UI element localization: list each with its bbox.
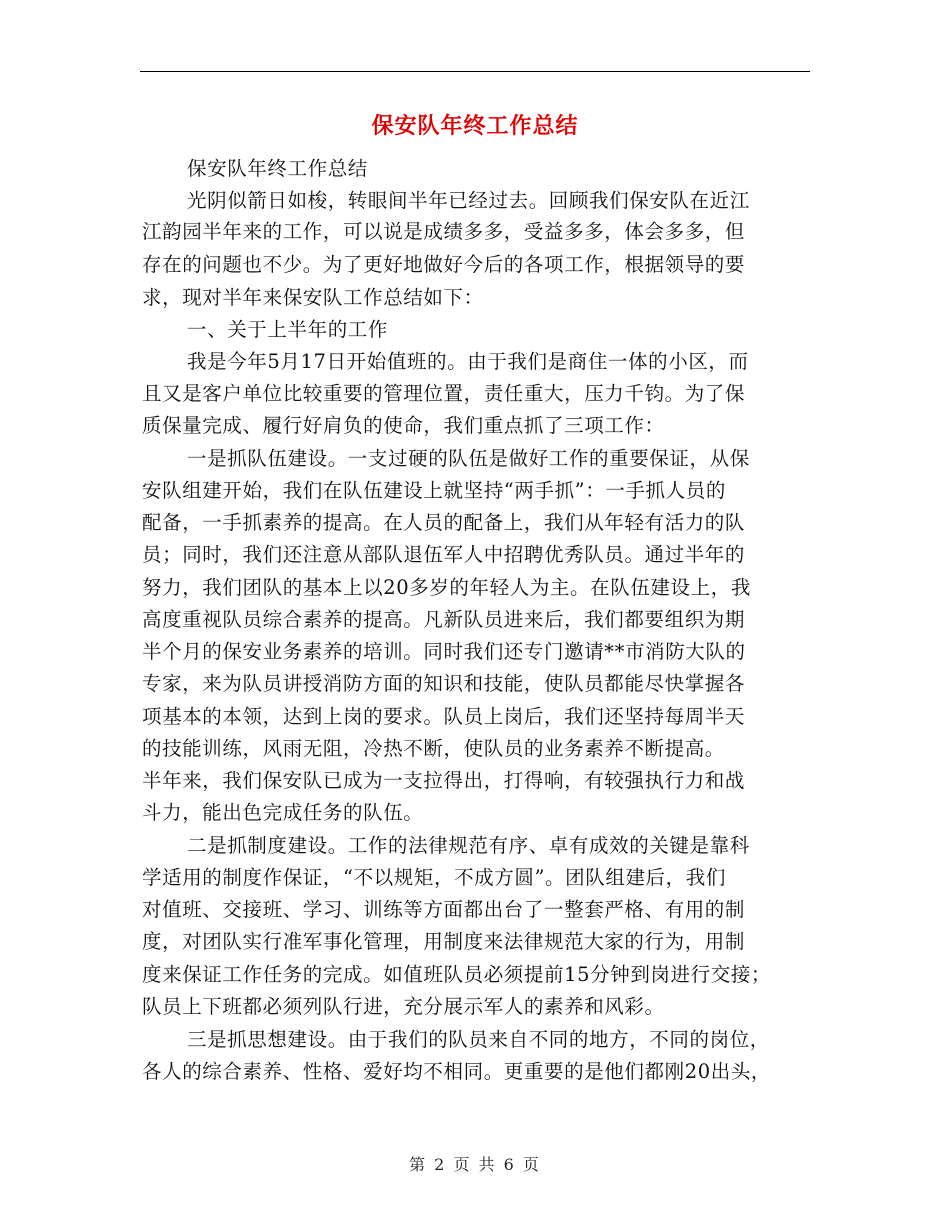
body-line: 员；同时，我们还注意从部队退伍军人中招聘优秀队员。通过半年的 [142,543,746,566]
body-line: 二是抓制度建设。工作的法律规范有序、卓有成效的关键是靠科 [187,834,750,857]
body-line: 对值班、交接班、学习、训练等方面都出台了一整套严格、有用的制 [142,898,746,921]
body-line: 度来保证工作任务的完成。如值班队员必须提前15分钟到岗进行交接； [142,963,772,986]
body-line: 三是抓思想建设。由于我们的队员来自不同的地方，不同的岗位， [187,1028,770,1051]
body-line: 的技能训练，风雨无阻，冷热不断，使队员的业务素养不断提高。 [142,737,725,760]
header-rule [140,71,810,72]
body-line: 专家，来为队员讲授消防方面的知识和技能，使队员都能尽快掌握各 [142,672,746,695]
body-line: 度，对团队实行准军事化管理，用制度来法律规范大家的行为，用制 [142,930,746,953]
body-line: 项基本的本领，达到上岗的要求。队员上岗后，我们还坚持每周半天 [142,705,746,728]
body-line: 安队组建开始，我们在队伍建设上就坚持“两手抓”：一手抓人员的 [142,479,726,502]
body-line: 一是抓队伍建设。一支过硬的队伍是做好工作的重要保证，从保 [187,447,750,470]
document-title: 保安队年终工作总结 [371,113,579,139]
body-line: 各人的综合素养、性格、爱好均不相同。更重要的是他们都刚20出头， [142,1060,772,1083]
body-line: 一、关于上半年的工作 [187,318,389,341]
body-line: 努力，我们团队的基本上以20多岁的年轻人为主。在队伍建设上，我 [142,576,751,599]
body-line: 且又是客户单位比较重要的管理位置，责任重大，压力千钧。为了保 [142,382,746,405]
body-line: 半年来，我们保安队已成为一支拉得出，打得响，有较强执行力和战 [142,769,746,792]
body-line: 求，现对半年来保安队工作总结如下： [142,286,484,309]
body-line: 存在的问题也不少。为了更好地做好今后的各项工作，根据领导的要 [142,253,746,276]
body-line: 斗力，能出色完成任务的队伍。 [142,801,424,824]
body-line: 半个月的保安业务素养的培训。同时我们还专门邀请**市消防大队的 [142,640,746,663]
body-line: 江韵园半年来的工作，可以说是成绩多多，受益多多，体会多多，但 [142,220,746,243]
body-line: 配备，一手抓素养的提高。在人员的配备上，我们从年轻有活力的队 [142,511,746,534]
body-line: 保安队年终工作总结 [187,157,368,180]
page-number: 第 2 页 共 6 页 [409,1155,541,1174]
body-line: 高度重视队员综合素养的提高。凡新队员进来后，我们都要组织为期 [142,608,746,631]
body-line: 光阴似箭日如梭，转眼间半年已经过去。回顾我们保安队在近江 [187,189,750,212]
body-line: 质保量完成、履行好肩负的使命，我们重点抓了三项工作： [142,414,665,437]
body-line: 我是今年5月17日开始值班的。由于我们是商住一体的小区，而 [187,350,749,373]
body-line: 学适用的制度作保证，“不以规矩，不成方圆”。团队组建后，我们 [142,866,726,889]
body-line: 队员上下班都必须列队行进，充分展示军人的素养和风彩。 [142,995,665,1018]
